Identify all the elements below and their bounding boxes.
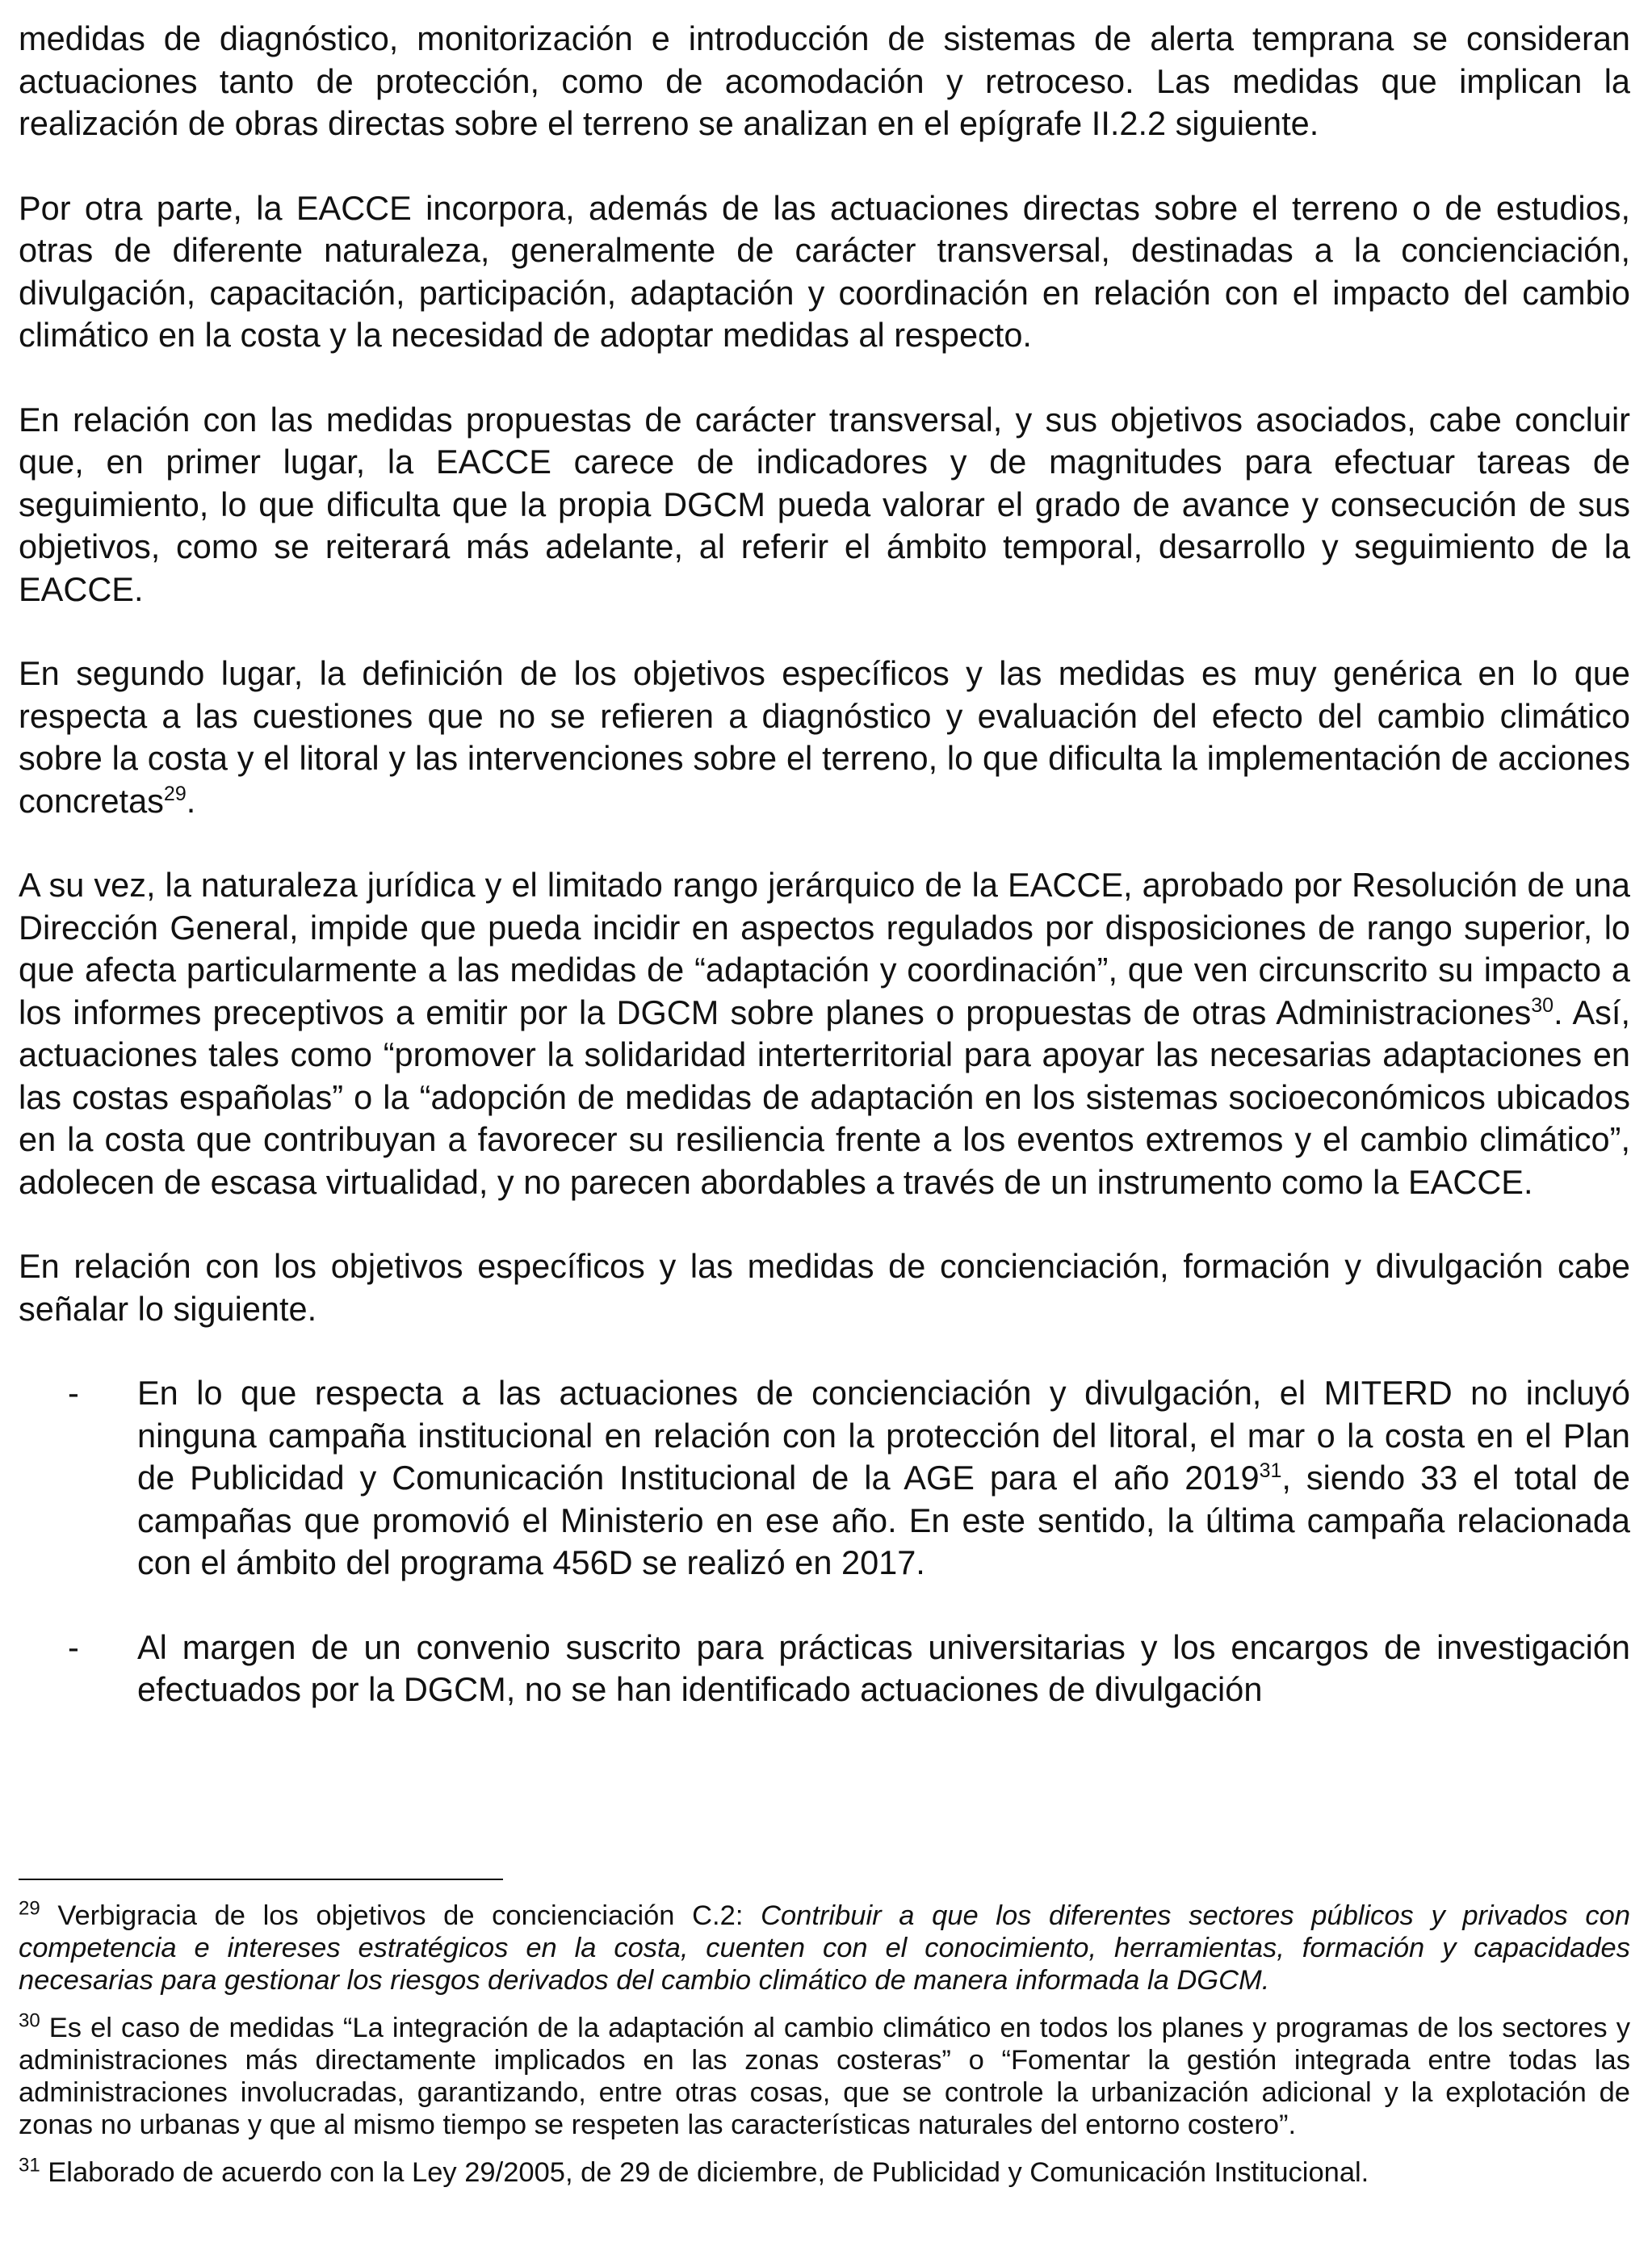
paragraph-text-tail: . Así, actuaciones tales como “promover la solidaridad interterritorial para apoyar las necesarias adaptaciones en las costas españolas” o la “adopción de medidas de adaptación en los sistemas socioeconómicos ubicados en la costa que contribuyan a favorecer su resiliencia frente a los eventos extremos y el cambio climático”, adolecen de escasa virtualidad, y no parecen abordables a través de un instrumento como la EACCE.	[19, 993, 1630, 1201]
footnote-ref-31[interactable]: 31	[1259, 1459, 1282, 1483]
footnote-30	[19, 2009, 1630, 2141]
footnote-29	[19, 1897, 1631, 1996]
dash-bullet: -	[68, 1627, 79, 1666]
list-item-text-tail: , siendo 33 el total de campañas que promovió el Ministerio en ese año. En este sentido, la última campaña relacionada con el ámbito del programa 456D se realizó en 2017.	[137, 1459, 1630, 1581]
footnote-text: Elaborado de acuerdo con la Ley 29/2005, de 29 de diciembre, de Publicidad y Comunicación Institucional.	[48, 2157, 1369, 2188]
footnote-31	[19, 2156, 1630, 2189]
paragraph-text: Por otra parte, la EACCE incorpora, además de las actuaciones directas sobre el terreno o de estudios, otras de diferente naturaleza, generalmente de carácter transversal, destinadas a la concienciación, divulgación, capacitación, participación, adaptación y coordinación en relación con el impacto del cambio climático en la costa y la necesidad de adoptar medidas al respecto.	[19, 188, 1630, 354]
document-body	[19, 18, 1630, 1753]
paragraph-text: En relación con los objetivos específicos y las medidas de concienciación, formación y divulgación cabe señalar lo siguiente.	[19, 1247, 1630, 1328]
footnote-separator	[19, 1879, 503, 1880]
paragraph-text: medidas de diagnóstico, monitorización e introducción de sistemas de alerta temprana se consideran actuaciones tanto de protección, como de acomodación y retroceso. Las medidas que implican la realización de obras directas sobre el terreno se analizan en el epígrafe II.2.2 siguiente.	[19, 19, 1630, 142]
bullet-list	[19, 1372, 1630, 1711]
footnote-ref-30[interactable]: 30	[1531, 993, 1554, 1017]
paragraph-text-tail: .	[186, 781, 196, 820]
paragraph-2	[19, 187, 1630, 357]
paragraph-4	[19, 653, 1630, 822]
paragraph-text: En relación con las medidas propuestas de carácter transversal, y sus objetivos asociados, cabe concluir que, en primer lugar, la EACCE carece de indicadores y de magnitudes para efectuar tareas de seguimiento, lo que dificulta que la propia DGCM pueda valorar el grado de avance y consecución de sus objetivos, como se reiterará más adelante, al referir el ámbito temporal, desarrollo y seguimiento de la EACCE.	[19, 400, 1630, 608]
paragraph-5	[19, 864, 1630, 1203]
footnote-ref-29[interactable]: 29	[163, 782, 187, 805]
paragraph-1	[19, 18, 1630, 145]
footnote-number: 30	[19, 2009, 40, 2032]
footnote-number: 31	[19, 2154, 40, 2177]
footnotes	[19, 1879, 1630, 2204]
footnote-text: Verbigracia de los objetivos de concienciación C.2:	[57, 1900, 761, 1931]
paragraph-text: En segundo lugar, la definición de los objetivos específicos y las medidas es muy genérica en lo que respecta a las cuestiones que no se refieren a diagnóstico y evaluación del efecto del cambio climático sobre la costa y el litoral y las intervenciones sobre el terreno, lo que dificulta la implementación de acciones concretas	[19, 654, 1630, 820]
list-item-text: Al margen de un convenio suscrito para prácticas universitarias y los encargos de investigación efectuados por la DGCM, no se han identificado actuaciones de divulgación	[137, 1627, 1630, 1708]
dash-bullet: -	[68, 1374, 79, 1412]
list-item	[19, 1372, 1630, 1585]
list-item-text: En lo que respecta a las actuaciones de concienciación y divulgación, el MITERD no incluyó ninguna campaña institucional en relación con la protección del litoral, el mar o la costa en el Plan de Publicidad y Comunicación Institucional de la AGE para el año 2019	[137, 1374, 1630, 1497]
paragraph-3	[19, 399, 1630, 611]
list-item	[19, 1627, 1630, 1711]
footnote-number: 29	[19, 1897, 40, 1920]
paragraph-6	[19, 1245, 1630, 1330]
paragraph-text: A su vez, la naturaleza jurídica y el limitado rango jerárquico de la EACCE, aprobado por Resolución de una Dirección General, impide que pueda incidir en aspectos regulados por disposiciones de rango superior, lo que afecta particularmente a las medidas de “adaptación y coordinación”, que ven circunscrito su impacto a los informes preceptivos a emitir por la DGCM sobre planes o propuestas de otras Administraciones	[19, 866, 1630, 1031]
footnote-quote: Contribuir a que los diferentes sectores públicos y privados con competencia e intereses estratégicos en la costa, cuenten con el conocimiento, herramientas, formación y capacidades necesarias para gestionar los riesgos derivados del cambio climático de manera informada la DGCM.	[19, 1900, 1631, 1996]
footnote-text: Es el caso de medidas “La integración de la adaptación al cambio climático en todos los planes y programas de los sectores y administraciones más directamente implicados en las zonas costeras” o “Fomentar la gestión integrada entre todas las administraciones involucradas, garantizando, entre otras cosas, que se controle la urbanización adicional y la explotación de zonas no urbanas y que al mismo tiempo se respeten las características naturales del entorno costero”.	[19, 2013, 1630, 2140]
